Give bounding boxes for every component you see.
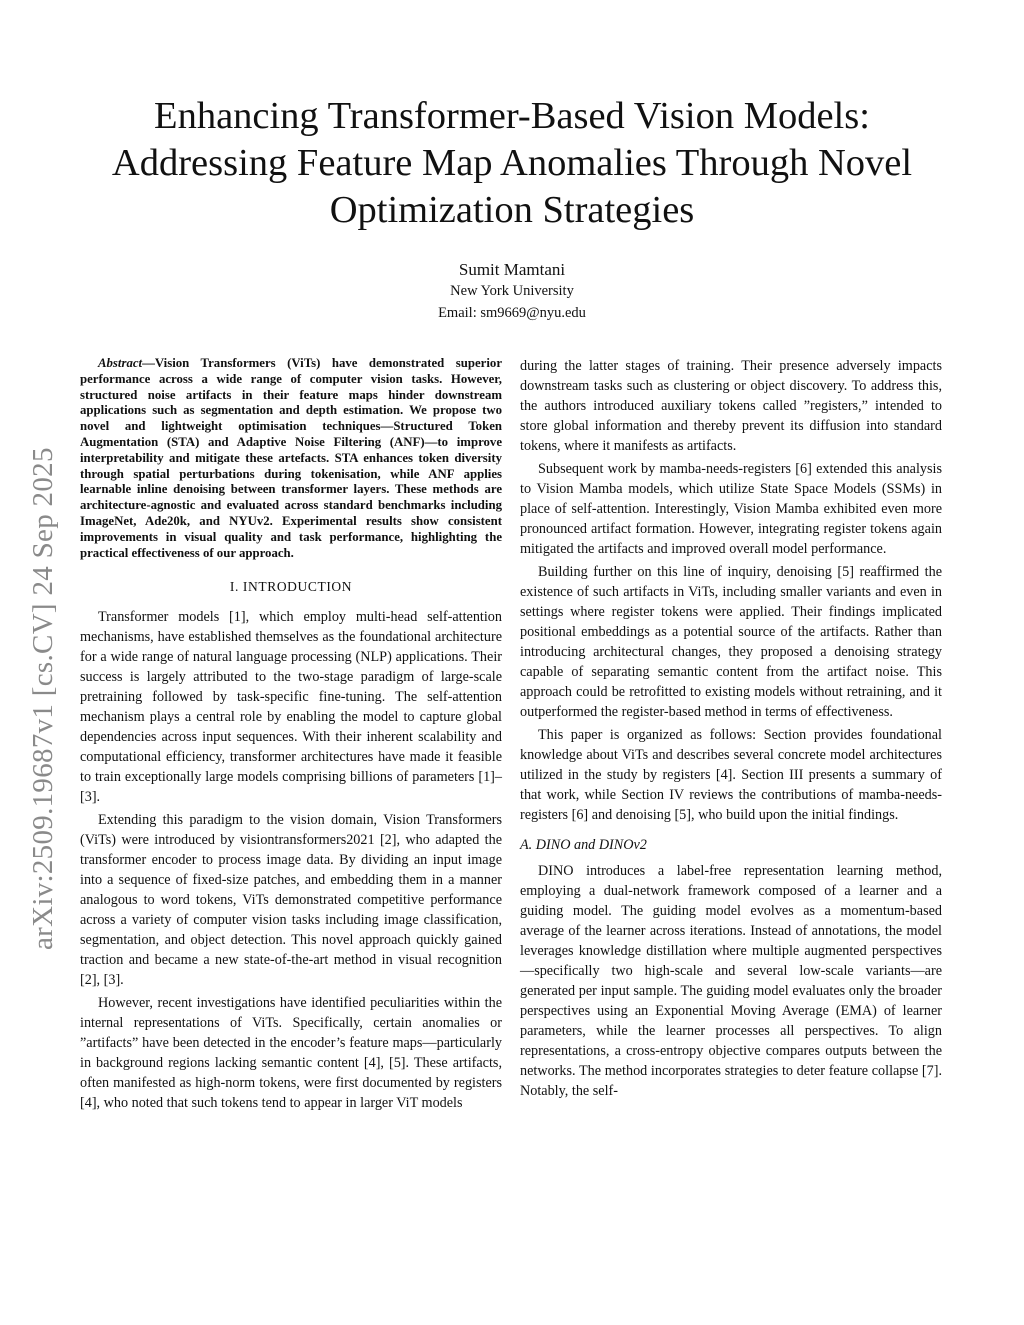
intro-paragraph: Transformer models [1], which employ multi-head self-attention mechanisms, have established themselves as the foundational architecture for a wide range of natural language processing (NLP) applications. Their success is largely attributed to the two-stage paradigm of large-scale pretraining followed by task-specific fine-tuning. The self-attention mechanism plays a central role by enabling the model to capture global dependencies across input sequences. With their inherent scalability and computational efficiency, transformer architectures have made it feasible to train exceptionally large models comprising billions of parameters [1]–[3]. xyxy=(80,609,502,806)
title-line: Addressing Feature Map Anomalies Through Novel xyxy=(111,142,913,184)
arxiv-identifier-sidebar: arXiv:2509.19687v1 [cs.CV] 24 Sep 2025 xyxy=(27,447,59,950)
continued-paragraph: during the latter stages of training. Their presence adversely impacts downstream tasks such as clustering or object discovery. To address this, the authors introduced auxiliary tokens called ”registers,” intended to store global information and thereby prevent its diffusion into standard tokens, where it manifests as artifacts. xyxy=(520,358,942,454)
body-paragraph: Building further on this line of inquiry, denoising [5] reaffirmed the existence of such artifacts in ViTs, including smaller variants and even in settings where register tokens were applied. Their findings implicated positional embeddings as a potential source of the artifacts. Rather than introducing architectural changes, they proposed a denoising strategy capable of separating semantic content from the artifact noise. This approach could be retrofitted to existing models without retraining, and it outperformed the register-based method in terms of effectiveness. xyxy=(520,564,942,720)
author-block xyxy=(312,260,712,324)
body-paragraph: Subsequent work by mamba-needs-registers [6] extended this analysis to Vision Mamba models, which utilize State Space Models (SSMs) in place of self-attention. Interestingly, Vision Mamba exhibited even more pronounced artifact formation. However, integrating register tokens again mitigated the artifacts and improved overall model performance. xyxy=(520,461,942,557)
author-affiliation: New York University xyxy=(450,283,574,299)
intro-paragraph: However, recent investigations have identified peculiarities within the internal representations of ViTs. Specifically, certain anomalies or ”artifacts” have been detected in the encoder’s feature maps—particularly in background regions lacking semantic content [4], [5]. These artifacts, often manifested as high-norm tokens, were first documented by registers [4], who noted that such tokens tend to appear in larger ViT models xyxy=(80,995,502,1112)
body-paragraph: This paper is organized as follows: Section provides foundational knowledge about ViTs and describes several concrete model architectures utilized in the study by registers [4]. Section III presents a summary of that work, while Section IV reviews the contributions of mamba-needs-registers [6] and denoising [5], who build upon the initial findings. xyxy=(520,727,942,823)
subsection-heading-dino: A. DINO and DINOv2 xyxy=(520,837,647,853)
paper-title xyxy=(60,93,964,234)
right-column xyxy=(520,356,942,1104)
body-paragraph: DINO introduces a label-free representation learning method, employing a dual-network framework composed of a learner and a guiding model. The guiding model evolves as a momentum-based average of the learner across iterations. Instead of annotations, the model leverages knowledge distillation where multiple augmented perspectives—specifically two high-scale and several low-scale variants—are generated per input sample. The guiding model evaluates only the broader perspectives using an Exponential Moving Average (EMA) of learner parameters, while the learner processes all perspectives. To align representations, a cross-entropy objective compares outputs between the networks. The method incorporates strategies to deter feature collapse [7]. Notably, the self- xyxy=(520,863,942,1099)
abstract-label: Abstract xyxy=(98,356,143,370)
author-email: Email: sm9669@nyu.edu xyxy=(438,305,586,321)
abstract xyxy=(80,356,502,561)
left-column xyxy=(80,356,502,1116)
section-heading-introduction: I. INTRODUCTION xyxy=(229,579,353,595)
author-name: Sumit Mamtani xyxy=(458,260,566,279)
title-line: Optimization Strategies xyxy=(329,189,695,231)
title-line: Enhancing Transformer-Based Vision Models: xyxy=(154,95,870,137)
abstract-text: —Vision Transformers (ViTs) have demonstrated superior performance across a wide range of computer vision tasks. However, structured noise artifacts in their feature maps hinder downstream applications such as segmentation and depth estimation. We propose two novel and lightweight optimisation techniques—Structured Token Augmentation (STA) and Adaptive Noise Filtering (ANF)—to improve interpretability and mitigate these artefacts. STA enhances token diversity through spatial perturbations during tokenisation, while ANF applies learnable inline denoising between transformer layers. These methods are architecture-agnostic and evaluated across standard benchmarks including ImageNet, Ade20k, and NYUv2. Experimental results show consistent improvements in visual quality and task performance, highlighting the practical effectiveness of our approach. xyxy=(80,356,502,560)
intro-paragraph: Extending this paradigm to the vision domain, Vision Transformers (ViTs) were introduced by visiontransformers2021 [2], who adapted the transformer encoder to process image data. By dividing an input image into a sequence of fixed-size patches, and embedding them in a manner analogous to word tokens, ViTs demonstrated competitive performance across a variety of computer vision tasks including image classification, segmentation, and object detection. This novel approach quickly gained traction and became a new state-of-the-art method in visual recognition [2], [3]. xyxy=(80,812,502,989)
